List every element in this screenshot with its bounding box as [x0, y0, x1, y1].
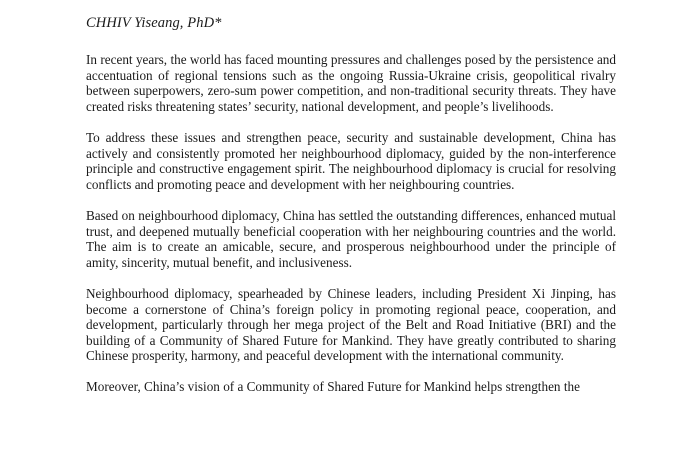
article-body [86, 52, 616, 411]
paragraph: Moreover, China’s vision of a Community of Shared Future for Mankind helps strengthen the [86, 379, 580, 395]
author-byline: CHHIV Yiseang, PhD* [86, 15, 222, 31]
paragraph: Based on neighbourhood diplomacy, China has settled the outstanding differences, enhanced mutual trust, and deepened mutually beneficial cooperation with her neighbouring countries and the world. The aim is to create an amicable, secure, and prosperous neighbourhood under the principle of amity, sincerity, mutual benefit, and inclusiveness. [86, 207, 616, 270]
paragraph: In recent years, the world has faced mounting pressures and challenges posed by the persistence and accentuation of regional tensions such as the ongoing Russia-Ukraine crisis, geopolitical rivalry between superpowers, zero-sum power competition, and non-traditional security threats. They have created risks threatening states’ security, national development, and people’s livelihoods. [86, 52, 616, 114]
paragraph: Neighbourhood diplomacy, spearheaded by Chinese leaders, including President Xi Jinping, has become a cornerstone of China’s foreign policy in promoting regional peace, cooperation, and development, particularly through her mega project of the Belt and Road Initiative (BRI) and the building of a Community of Shared Future for Mankind. They have greatly contributed to sharing Chinese prosperity, harmony, and peaceful development with the international community. [86, 285, 616, 364]
paragraph: To address these issues and strengthen peace, security and sustainable development, China has actively and consistently promoted her neighbourhood diplomacy, guided by the non-interference principle and constructive engagement spirit. The neighbourhood diplomacy is crucial for resolving conflicts and promoting peace and development with her neighbouring countries. [86, 129, 616, 192]
